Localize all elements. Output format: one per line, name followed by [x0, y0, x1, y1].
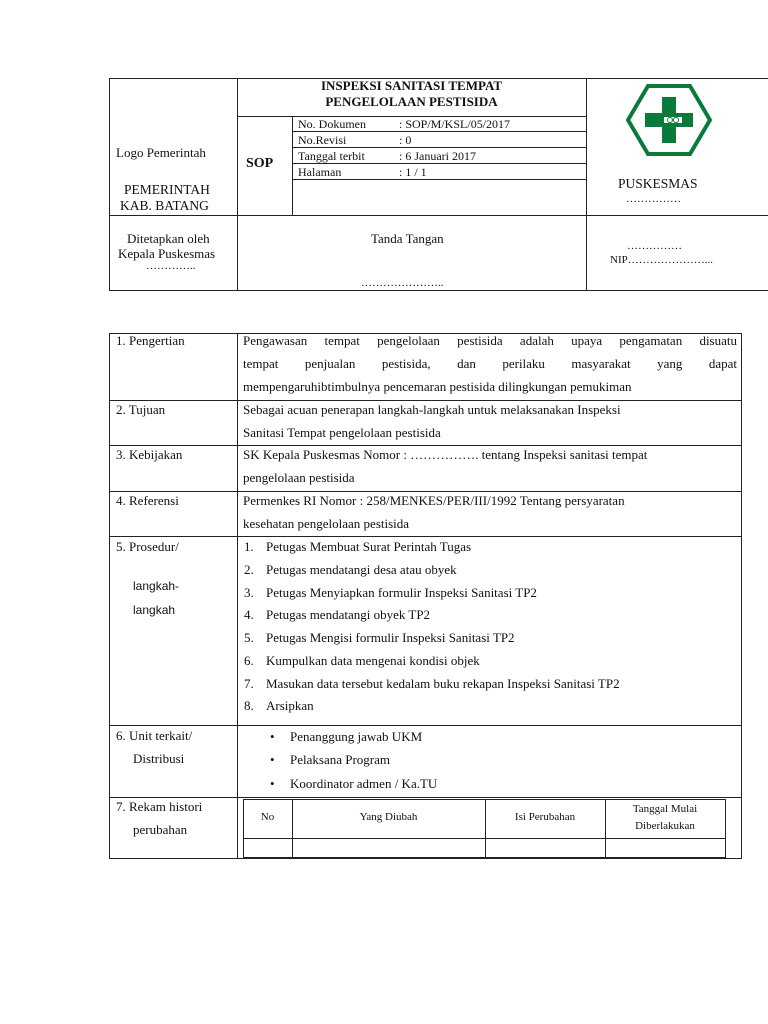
row-divider [109, 445, 742, 446]
section-text: pengelolaan pestisida [243, 470, 355, 485]
meta-value: : 0 [399, 133, 412, 147]
table-divider [237, 333, 238, 859]
ditetapkan-label: Kepala Puskesmas [118, 246, 216, 261]
section-label: 1. Pengertian [116, 333, 185, 348]
step-number: 8. [244, 698, 254, 713]
meta-key: Halaman [298, 165, 342, 179]
section-label: langkah [133, 603, 176, 617]
meta-value: : 6 Januari 2017 [399, 149, 476, 163]
step-number: 5. [244, 630, 254, 645]
ditetapkan-dots: ………….. [146, 260, 196, 272]
header-bottom-border [109, 290, 768, 291]
ttd-label: Tanda Tangan [371, 231, 444, 246]
step-number: 1. [244, 539, 254, 554]
history-header: Isi Perubahan [514, 811, 576, 823]
table-border [741, 333, 742, 859]
header-divider [586, 78, 587, 291]
header-divider [109, 215, 768, 216]
step-number: 3. [244, 585, 254, 600]
section-label: 6. Unit terkait/ [116, 728, 193, 743]
section-text: SK Kepala Puskesmas Nomor : ……………. tentang Inspeksi sanitasi tempat [243, 447, 648, 462]
section-label: 5. Prosedur/ [116, 539, 179, 554]
ditetapkan-label: Ditetapkan oleh [127, 231, 210, 246]
section-text: Sanitasi Tempat pengelolaan pestisida [243, 425, 441, 440]
history-border [292, 799, 293, 858]
step-number: 6. [244, 653, 254, 668]
section-text: Sebagai acuan penerapan langkah-langkah untuk melaksanakan Inspeksi [243, 402, 621, 417]
history-border [725, 799, 726, 858]
gov-name: KAB. BATANG [120, 198, 209, 213]
gov-name: PEMERINTAH [124, 182, 210, 197]
section-label: 4. Referensi [116, 493, 179, 508]
section-label: 2. Tujuan [116, 402, 166, 417]
step-text: Petugas mendatangi obyek TP2 [266, 607, 431, 622]
section-text: mempengaruhibtimbulnya pencemaran pestisida dilingkungan pemukiman [243, 379, 632, 394]
header-left-border [109, 78, 110, 291]
step-number: 2. [244, 562, 254, 577]
step-text: Masukan data tersebut kedalam buku rekapan Inspeksi Sanitasi TP2 [266, 676, 620, 691]
step-number: 7. [244, 676, 254, 691]
header-divider [237, 78, 238, 291]
step-number: 4. [244, 607, 254, 622]
sop-label: SOP [246, 156, 274, 171]
list-item: • Penanggung jawab UKM [290, 729, 422, 745]
table-border [109, 333, 110, 859]
row-divider [109, 797, 742, 798]
meta-value: : 1 / 1 [399, 165, 427, 179]
history-header: Tanggal Mulai Diberlakukan [632, 803, 698, 832]
table-border [109, 858, 742, 859]
step-text: Petugas mendatangi desa atau obyek [266, 562, 457, 577]
ttd-dots: ………………….. [361, 277, 444, 289]
list-item: • Koordinator admen / Ka.TU [290, 776, 437, 792]
logo-label: Logo Pemerintah [116, 145, 206, 160]
row-divider [109, 536, 742, 537]
section-label: 3. Kebijakan [116, 447, 183, 462]
step-text: Petugas Membuat Surat Perintah Tugas [266, 539, 472, 554]
meta-divider [292, 147, 586, 148]
step-text: Petugas Menyiapkan formulir Inspeksi Sanitasi TP2 [266, 585, 537, 600]
section-label: 7. Rekam histori [116, 799, 203, 814]
history-border [243, 799, 244, 858]
section-label: langkah- [133, 579, 180, 593]
step-text: Petugas Mengisi formulir Inspeksi Sanitasi TP2 [266, 630, 515, 645]
meta-divider [292, 131, 586, 132]
row-divider [109, 725, 742, 726]
row-divider [109, 491, 742, 492]
step-text: Kumpulkan data mengenai kondisi objek [266, 653, 480, 668]
meta-divider [292, 163, 586, 164]
meta-key: Tanggal terbit [298, 149, 365, 163]
puskesmas-logo-icon [626, 83, 712, 157]
puskesmas-label: PUSKESMAS [618, 176, 698, 191]
section-text: tempat penjualan pestisida, dan perilaku masyarakat yang dapat [243, 356, 737, 371]
section-label: Distribusi [133, 751, 185, 766]
section-text: kesehatan pengelolaan pestisida [243, 516, 410, 531]
list-item: • Pelaksana Program [290, 752, 390, 768]
history-header: No [260, 811, 275, 823]
meta-value: : SOP/M/KSL/05/2017 [399, 117, 511, 131]
row-divider [109, 400, 742, 401]
doc-title: INSPEKSI SANITASI TEMPAT [320, 78, 503, 93]
puskesmas-dots: …………… [626, 193, 681, 205]
meta-divider [292, 179, 586, 180]
nip-dots: …………… [627, 240, 682, 252]
history-header: Yang Diubah [359, 811, 418, 823]
section-label: perubahan [133, 822, 188, 837]
step-text: Arsipkan [266, 698, 314, 713]
meta-key: No.Revisi [298, 133, 347, 147]
history-border [605, 799, 606, 858]
nip-label: NIP…………………... [610, 254, 713, 266]
section-text: Permenkes RI Nomor : 258/MENKES/PER/III/1992 Tentang persyaratan [243, 493, 625, 508]
history-border [485, 799, 486, 858]
section-text: Pengawasan tempat pengelolaan pestisida adalah upaya pengamatan disuatu [243, 333, 737, 348]
meta-key: No. Dokumen [298, 117, 366, 131]
doc-title: PENGELOLAAN PESTISIDA [325, 94, 498, 109]
